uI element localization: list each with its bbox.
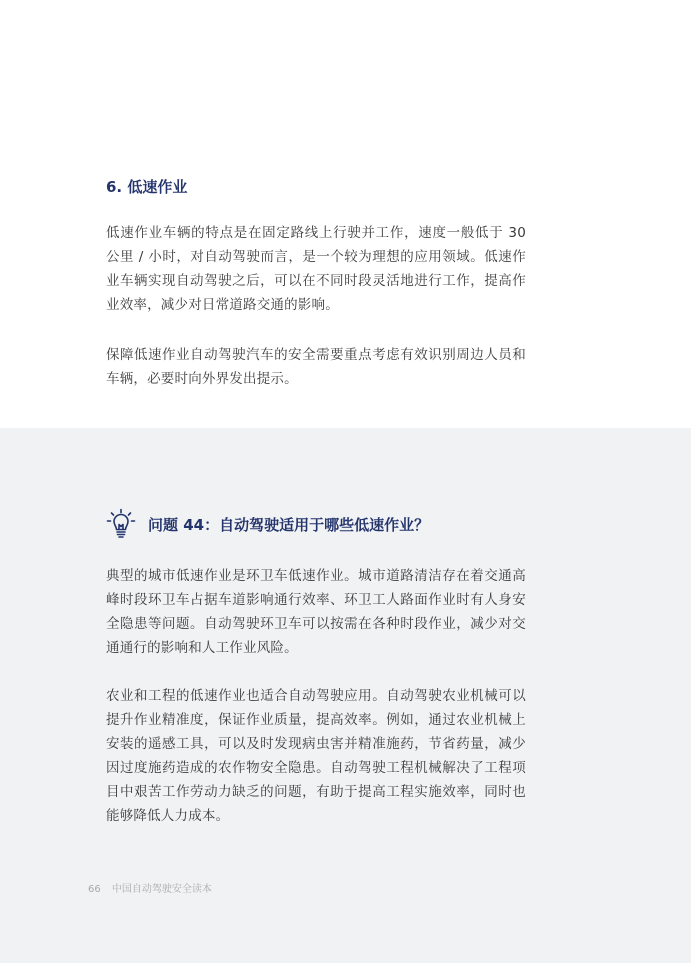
lightbulb-icon: [106, 508, 136, 540]
top-section: [0, 0, 691, 428]
page-number: 66: [88, 884, 101, 895]
answer-paragraph: 农业和工程的低速作业也适合自动驾驶应用。自动驾驶农业机械可以提升作业精准度，保证作业质量，提高效率。例如，通过农业机械上安装的遥感工具，可以及时发现病虫害并精准施药，节省药量，减少因过度施药造成的农作物安全隐患。自动驾驶工程机械解决了工程项目中艰苦工作劳动力缺乏的问题，有助于提高工程实施效率，同时也能够降低人力成本。: [106, 688, 526, 824]
page-footer: [88, 880, 212, 895]
question-title: 问题 44：自动驾驶适用于哪些低速作业？: [148, 515, 430, 534]
section-paragraph: 低速作业车辆的特点是在固定路线上行驶并工作，速度一般低于 30 公里 / 小时，对自动驾驶而言，是一个较为理想的应用领域。低速作业车辆实现自动驾驶之后，可以在不同时段灵活地进行工作，提高作业效率，减少对日常道路交通的影响。: [106, 225, 526, 313]
answer-paragraph: 典型的城市低速作业是环卫车低速作业。城市道路清洁存在着交通高峰时段环卫车占据车道影响通行效率、环卫工人路面作业时有人身安全隐患等问题。自动驾驶环卫车可以按需在各种时段作业，减少对交通通行的影响和人工作业风险。: [106, 568, 526, 656]
section-paragraph: 保障低速作业自动驾驶汽车的安全需要重点考虑有效识别周边人员和车辆，必要时向外界发出提示。: [106, 347, 526, 387]
section-heading: 6. 低速作业: [106, 178, 188, 196]
question-header: [106, 508, 429, 540]
book-title: 中国自动驾驶安全读本: [111, 884, 212, 895]
